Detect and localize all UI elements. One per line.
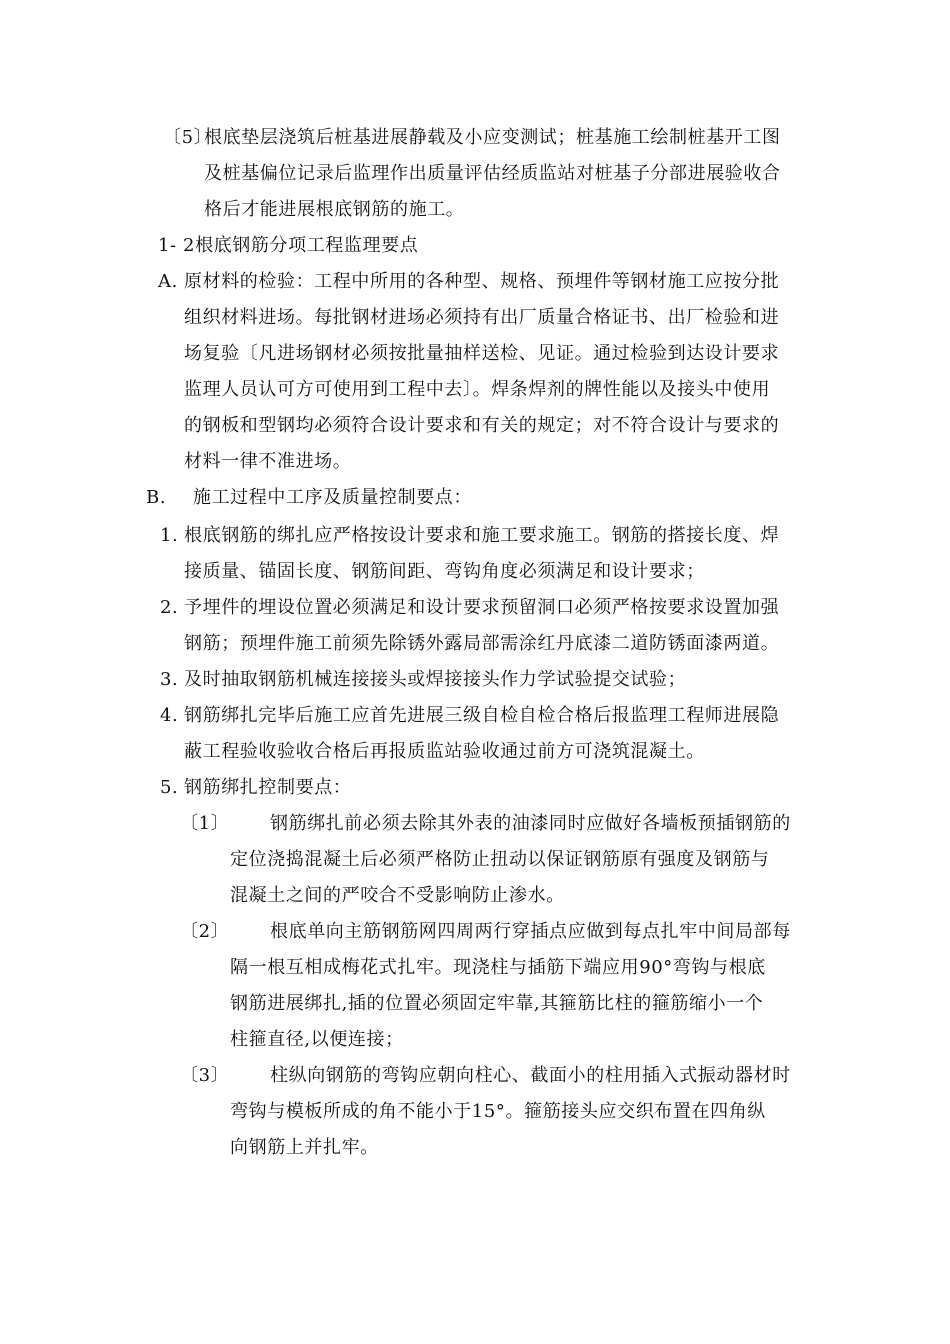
item-5-line: 及桩基偏位记录后监理作出质量评估经质监站对桩基子分部进展验收合	[204, 163, 781, 184]
item-4-line: 钢筋绑扎完毕后施工应首先进展三级自检自检合格后报监理工程师进展隐	[184, 705, 780, 726]
section-a-line: 的钢板和型钢均必须符合设计要求和有关的规定；对不符合设计与要求的	[184, 415, 780, 436]
subitem-1-line: 定位浇捣混凝土后必须严格防止扭动以保证钢筋原有强度及钢筋与	[230, 849, 770, 870]
subitem-3-line: 柱纵向钢筋的弯钩应朝向柱心、截面小的柱用插入式振动器材时	[270, 1065, 791, 1086]
item-5-label: 〔5〕	[163, 127, 213, 148]
subitem-1-label: 〔1〕	[180, 813, 230, 834]
section-a-line: 场复验〔凡进场钢材必须按批量抽样送检、见证。通过检验到达设计要求	[184, 343, 780, 364]
section-a-line: 原材料的检验：工程中所用的各种型、规格、预埋件等钢材施工应按分批	[184, 271, 780, 292]
section-b-label: B.	[146, 487, 167, 508]
section-a-label: A.	[158, 271, 178, 292]
subitem-2-line: 柱箍直径,以便连接；	[230, 1029, 404, 1050]
section-heading: 1- 2根底钢筋分项工程监理要点	[158, 235, 419, 256]
item-1-label: 1.	[160, 525, 179, 546]
section-a-line: 组织材料进场。每批钢材进场必须持有出厂质量合格证书、出厂检验和进	[184, 307, 780, 328]
item-3-line: 及时抽取钢筋机械连接接头或焊接接头作力学试验提交试验；	[184, 669, 687, 690]
item-3-label: 3.	[160, 669, 179, 690]
item-5b-line: 钢筋绑扎控制要点：	[184, 777, 352, 798]
item-2-line: 钢筋；预埋件施工前须先除锈外露局部需涂红丹底漆二道防锈面漆两道。	[184, 633, 780, 654]
item-1-line: 根底钢筋的绑扎应严格按设计要求和施工要求施工。钢筋的搭接长度、焊	[184, 525, 780, 546]
item-1-line: 接质量、锚固长度、钢筋间距、弯钩角度必须满足和设计要求；	[184, 561, 705, 582]
item-5-line: 格后才能进展根底钢筋的施工。	[204, 199, 465, 220]
item-2-label: 2.	[160, 597, 179, 618]
subitem-3-line: 向钢筋上并扎牢。	[230, 1137, 379, 1158]
item-2-line: 予埋件的埋设位置必须满足和设计要求预留洞口必须严格按要求设置加强	[184, 597, 780, 618]
item-5b-label: 5.	[160, 777, 179, 798]
item-5-line: 根底垫层浇筑后桩基进展静载及小应变测试；桩基施工绘制桩基开工图	[204, 127, 781, 148]
subitem-3-line: 弯钩与模板所成的角不能小于15°。箍筋接头应交织布置在四角纵	[230, 1101, 766, 1122]
item-4-label: 4.	[160, 705, 179, 726]
subitem-1-line: 钢筋绑扎前必须去除其外表的油漆同时应做好各墙板预插钢筋的	[270, 813, 791, 834]
subitem-1-line: 混凝土之间的严咬合不受影响防止渗水。	[230, 885, 565, 906]
section-b-text: 施工过程中工序及质量控制要点：	[193, 487, 472, 508]
subitem-2-line: 钢筋进展绑扎,插的位置必须固定牢靠,其箍筋比柱的箍筋缩小一个	[230, 993, 764, 1014]
subitem-2-line: 隔一根互相成梅花式扎牢。现浇柱与插筋下端应用90°弯钩与根底	[230, 957, 766, 978]
subitem-3-label: 〔3〕	[180, 1065, 230, 1086]
subitem-2-line: 根底单向主筋钢筋网四周两行穿插点应做到每点扎牢中间局部每	[270, 921, 791, 942]
item-4-line: 蔽工程验收验收合格后再报质监站验收通过前方可浇筑混凝土。	[184, 741, 705, 762]
section-a-line: 材料一律不准进场。	[184, 451, 352, 472]
section-a-line: 监理人员认可方可使用到工程中去〕。焊条焊剂的牌性能以及接头中使用	[184, 379, 771, 400]
subitem-2-label: 〔2〕	[180, 921, 230, 942]
